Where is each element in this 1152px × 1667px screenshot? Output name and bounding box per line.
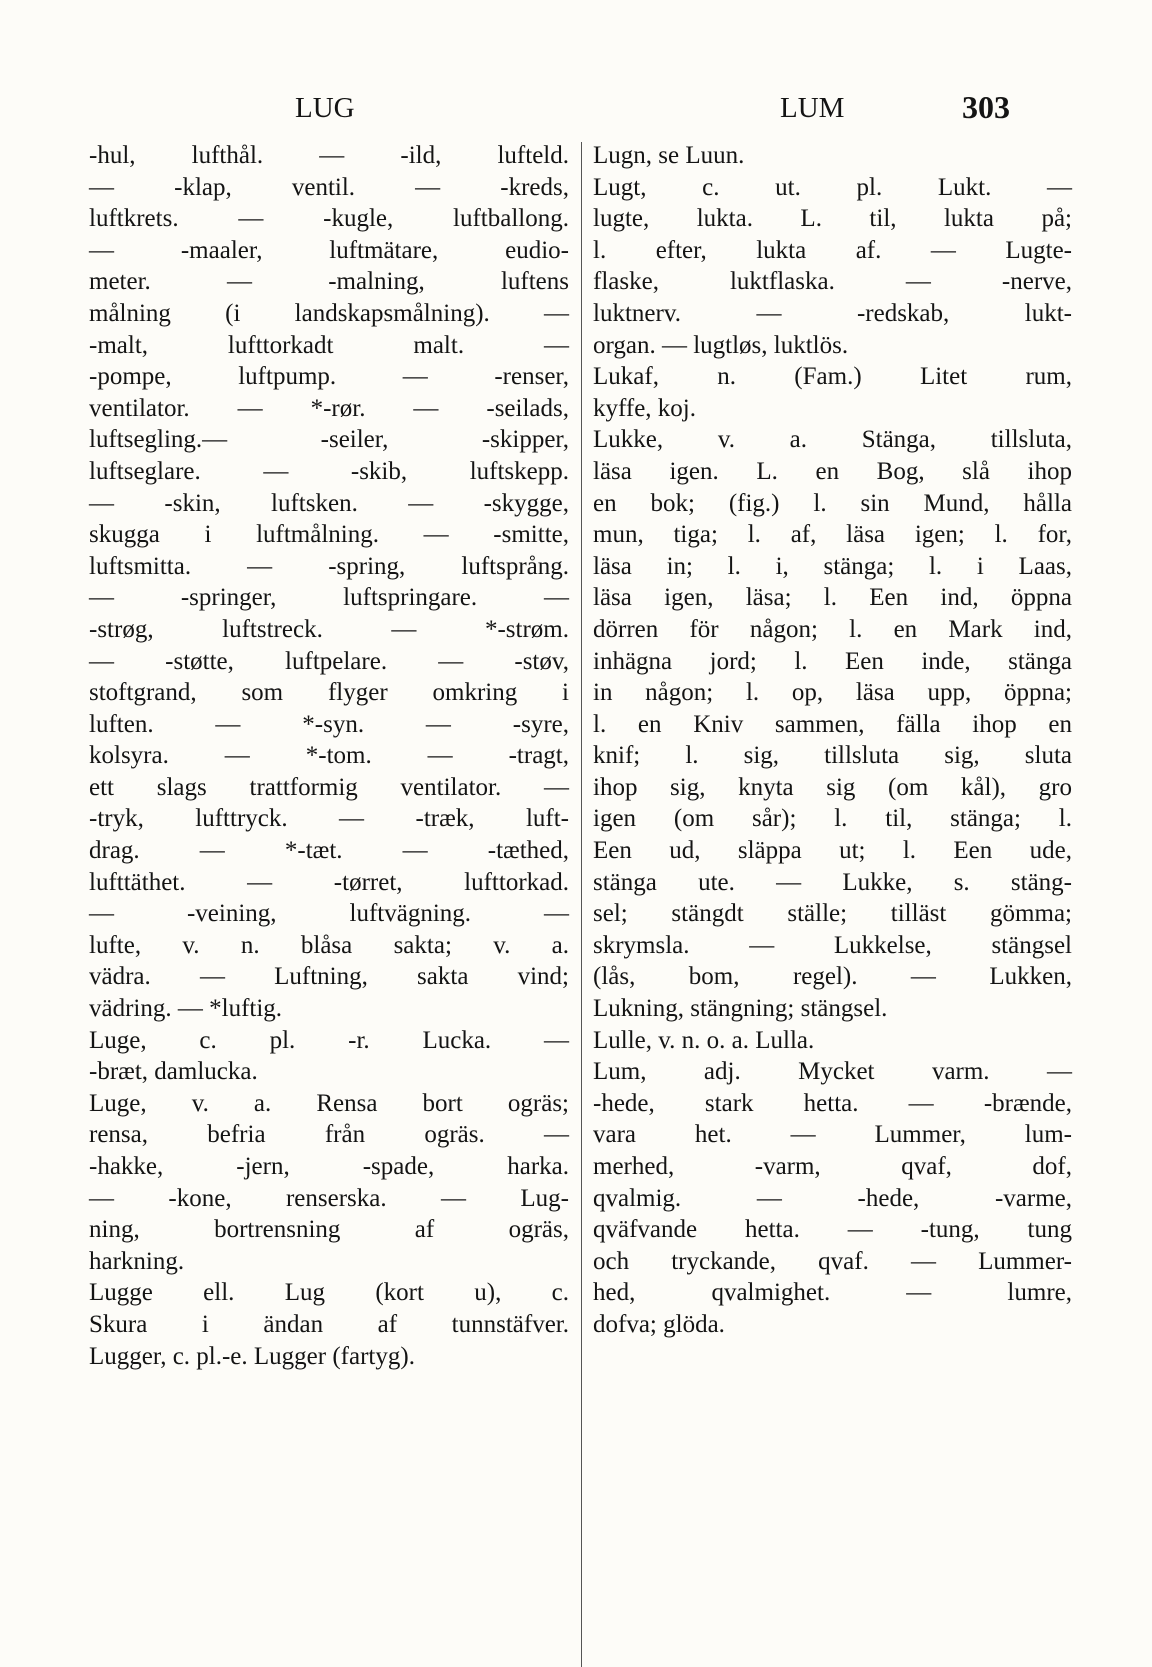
entry-line: stänga ute. — Lukke, s. stäng- xyxy=(593,868,1072,896)
entry-line: stoftgrand, som flyger omkring i xyxy=(89,679,569,707)
entry-line: sel; stängdt ställe; tilläst gömma; xyxy=(593,900,1072,928)
left-column xyxy=(89,140,569,1372)
entry-line: Skura i ändan af tunnstäfver. xyxy=(89,1310,569,1338)
entry-line: -strøg, luftstreck. — *-strøm. xyxy=(89,615,569,643)
entry-line: knif; l. sig, tillsluta sig, sluta xyxy=(593,742,1072,770)
right-column xyxy=(593,140,1072,1341)
entry-line: -hul, lufthål. — -ild, lufteld. xyxy=(89,142,569,169)
entry-line: (lås, bom, regel). — Lukken, xyxy=(593,963,1072,991)
entry-line: läsa in; l. i, stänga; l. i Laas, xyxy=(593,552,1072,580)
entry-line: kolsyra. — *-tom. — -tragt, xyxy=(89,742,569,770)
entry-line: — -klap, ventil. — -kreds, xyxy=(89,173,569,201)
entry-line: Luge, c. pl. -r. Lucka. — xyxy=(89,1026,569,1054)
entry-line: Lukning, stängning; stängsel. xyxy=(593,995,888,1023)
entry-line: — -maaler, luftmätare, eudio- xyxy=(89,236,569,264)
entry-line: vara het. — Lummer, lum- xyxy=(593,1121,1072,1149)
entry-line: skrymsla. — Lukkelse, stängsel xyxy=(593,931,1072,959)
entry-line: — -støtte, luftpelare. — -støv, xyxy=(89,647,569,675)
entry-line: Lugge ell. Lug (kort u), c. xyxy=(89,1279,569,1307)
entry-line: -pompe, luftpump. — -renser, xyxy=(89,363,569,391)
entry-line: målning (i landskapsmålning). — xyxy=(89,299,569,327)
entry-line: Lugt, c. ut. pl. Lukt. — xyxy=(593,173,1072,201)
entry-line: — -kone, renserska. — Lug- xyxy=(89,1184,569,1212)
entry-line: ett slags trattformig ventilator. — xyxy=(89,773,569,801)
entry-line: läsa igen, läsa; l. Een ind, öppna xyxy=(593,584,1072,612)
entry-line: luftsmitta. — -spring, luftsprång. xyxy=(89,552,569,580)
entry-line: mun, tiga; l. af, läsa igen; l. for, xyxy=(593,521,1072,549)
entry-line: dofva; glöda. xyxy=(593,1310,725,1338)
entry-line: merhed, -varm, qvaf, dof, xyxy=(593,1153,1072,1180)
entry-line: — -veining, luftvägning. — xyxy=(89,900,569,928)
entry-line: kyffe, koj. xyxy=(593,394,696,422)
entry-line: Lulle, v. n. o. a. Lulla. xyxy=(593,1026,815,1054)
entry-line: Lukaf, n. (Fam.) Litet rum, xyxy=(593,363,1072,391)
entry-line: qväfvande hetta. — -tung, tung xyxy=(593,1216,1072,1244)
entry-line: vädra. — Luftning, sakta vind; xyxy=(89,963,569,991)
entry-line: ihop sig, knyta sig (om kål), gro xyxy=(593,773,1072,801)
entry-line: och tryckande, qvaf. — Lummer- xyxy=(593,1247,1072,1275)
entry-line: drag. — *-tæt. — -tæthed, xyxy=(89,837,569,865)
entry-line: Lum, adj. Mycket varm. — xyxy=(593,1058,1072,1086)
entry-line: hed, qvalmighet. — lumre, xyxy=(593,1279,1072,1307)
entry-line: lufttäthet. — -tørret, lufttorkad. xyxy=(89,868,569,896)
entry-line: läsa igen. L. en Bog, slå ihop xyxy=(593,457,1072,485)
entry-line: Luge, v. a. Rensa bort ogräs; xyxy=(89,1089,569,1117)
entry-line: Een ud, släppa ut; l. Een ude, xyxy=(593,837,1072,865)
entry-line: flaske, luktflaska. — -nerve, xyxy=(593,268,1072,296)
entry-line: -tryk, lufttryck. — -træk, luft- xyxy=(89,805,569,833)
entry-line: Lugn, se Luun. xyxy=(593,142,745,169)
column-divider xyxy=(581,142,582,1667)
entry-line: — -springer, luftspringare. — xyxy=(89,584,569,612)
entry-line: dörren för någon; l. en Mark ind, xyxy=(593,615,1072,643)
entry-line: meter. — -malning, luftens xyxy=(89,268,569,296)
entry-line: ning, bortrensning af ogräs, xyxy=(89,1216,569,1244)
entry-line: rensa, befria från ogräs. — xyxy=(89,1121,569,1149)
page-header xyxy=(0,89,1152,142)
page-number: 303 xyxy=(962,89,1010,125)
entry-line: — -skin, luftsken. — -skygge, xyxy=(89,489,569,517)
entry-line: qvalmig. — -hede, -varme, xyxy=(593,1184,1072,1212)
entry-line: in någon; l. op, läsa upp, öppna; xyxy=(593,679,1072,707)
header-right-guide-word: LUM xyxy=(780,92,845,124)
entry-line: -malt, lufttorkadt malt. — xyxy=(89,331,569,359)
entry-line: organ. — lugtløs, luktlös. xyxy=(593,331,849,359)
entry-line: harkning. xyxy=(89,1247,185,1275)
entry-line: lufte, v. n. blåsa sakta; v. a. xyxy=(89,931,569,959)
entry-line: luftseglare. — -skib, luftskepp. xyxy=(89,457,569,485)
entry-line: inhägna jord; l. Een inde, stänga xyxy=(593,647,1072,675)
entry-line: luftsegling.— -seiler, -skipper, xyxy=(89,426,569,454)
entry-line: luktnerv. — -redskab, lukt- xyxy=(593,299,1072,327)
entry-line: vädring. — *luftig. xyxy=(89,995,283,1023)
entry-line: -bræt, damlucka. xyxy=(89,1058,258,1086)
entry-line: lugte, lukta. L. til, lukta på; xyxy=(593,205,1072,233)
entry-line: Lukke, v. a. Stänga, tillsluta, xyxy=(593,426,1072,454)
entry-line: luftkrets. — -kugle, luftballong. xyxy=(89,205,569,233)
entry-line: -hakke, -jern, -spade, harka. xyxy=(89,1153,569,1180)
header-left-guide-word: LUG xyxy=(295,92,355,124)
entry-line: Lugger, c. pl.-e. Lugger (fartyg). xyxy=(89,1342,415,1370)
entry-line: -hede, stark hetta. — -brænde, xyxy=(593,1089,1072,1117)
entry-line: l. efter, lukta af. — Lugte- xyxy=(593,236,1072,264)
entry-line: skugga i luftmålning. — -smitte, xyxy=(89,521,569,549)
entry-line: luften. — *-syn. — -syre, xyxy=(89,710,569,738)
entry-line: igen (om sår); l. til, stänga; l. xyxy=(593,805,1072,833)
entry-line: ventilator. — *-rør. — -seilads, xyxy=(89,394,569,422)
entry-line: en bok; (fig.) l. sin Mund, hålla xyxy=(593,489,1072,517)
entry-line: l. en Kniv sammen, fälla ihop en xyxy=(593,710,1072,738)
